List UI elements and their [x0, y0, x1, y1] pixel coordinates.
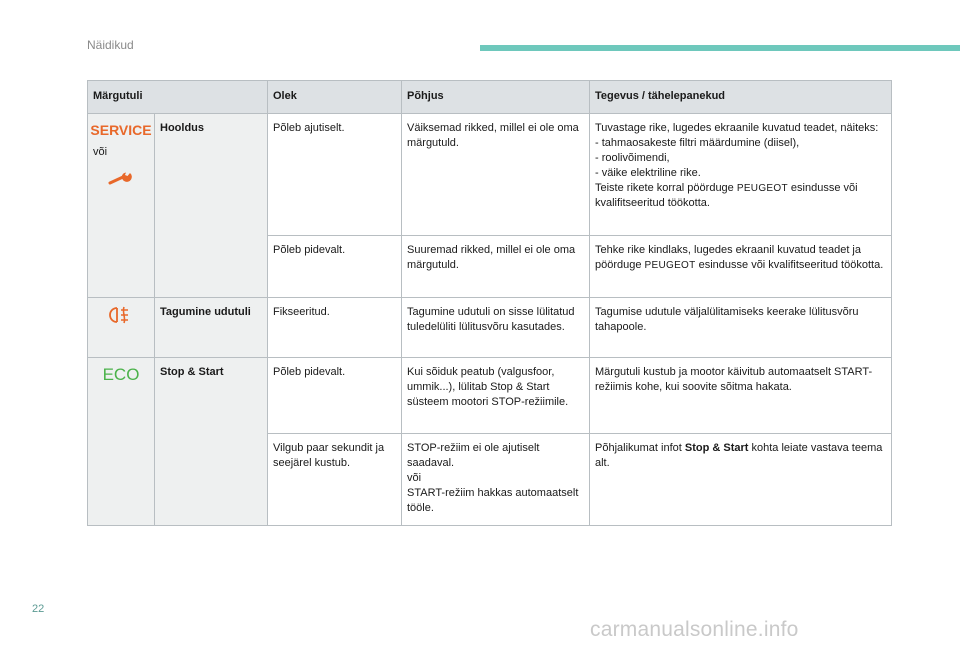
header-pohjus: Põhjus: [402, 81, 590, 114]
fog-icon-cell: [88, 298, 155, 358]
cause-line: START-režiim hakkas automaatselt tööle.: [407, 487, 579, 514]
fog-state: Fikseeritud.: [268, 298, 402, 358]
action-text-before: Põhjalikumat infot: [595, 442, 685, 454]
brand-name: PEUGEOT: [736, 183, 788, 194]
stopstart-blink-state: Vilgub paar sekundit ja seejärel kustub.: [268, 434, 402, 526]
or-label: või: [93, 146, 108, 158]
watermark: carmanualsonline.info: [590, 618, 799, 641]
warning-lamps-table: [87, 80, 892, 526]
action-intro: Tuvastage rike, lugedes ekraanile kuvatud teadet, näiteks:: [595, 122, 879, 134]
svg-text:ECO: ECO: [102, 365, 140, 384]
table-row-service-temporary: [88, 114, 892, 236]
service-temporary-action: [590, 114, 892, 236]
service-icon: [90, 121, 152, 139]
header-tegevus: Tegevus / tähelepanekud: [590, 81, 892, 114]
action-outro-before: Teiste rikete korral pöörduge: [595, 182, 737, 194]
service-permanent-cause: Suuremad rikked, millel ei ole oma märgutuld.: [402, 236, 590, 298]
service-temporary-state: Põleb ajutiselt.: [268, 114, 402, 236]
action-text-bold: Stop & Start: [684, 442, 749, 454]
stopstart-on-action: Märgutuli kustub ja mootor käivitub automaatselt START-režiimis kohe, kui soovite sõitma hakata.: [590, 358, 892, 434]
eco-icon: [98, 365, 144, 385]
action-text-after: esindusse või kvalifitseeritud töökotta.: [695, 259, 884, 271]
fog-name: Tagumine udutuli: [155, 298, 268, 358]
stopstart-on-cause: Kui sõiduk peatub (valgusfoor, ummik...), lülitab Stop & Start süsteem mootori STOP-režiimile.: [402, 358, 590, 434]
svg-text:SERVICE: SERVICE: [90, 122, 152, 138]
eco-icon-cell: [88, 358, 155, 526]
table-header-row: [88, 81, 892, 114]
fog-action: Tagumise udutule väljalülitamiseks keerake lülitusvõru tahapoole.: [590, 298, 892, 358]
list-item: - roolivõimendi,: [595, 152, 670, 164]
action-text-before: Tehke rike kindlaks, lugedes ekraanil kuvatud teadet ja pöörduge: [595, 244, 861, 271]
section-title: Näidikud: [87, 38, 134, 52]
header-olek: Olek: [268, 81, 402, 114]
header-accent-bar: [480, 45, 960, 51]
stopstart-on-state: Põleb pidevalt.: [268, 358, 402, 434]
stopstart-blink-cause: [402, 434, 590, 526]
table-row-stopstart-on: [88, 358, 892, 434]
service-permanent-state: Põleb pidevalt.: [268, 236, 402, 298]
service-temporary-cause: Väiksemad rikked, millel ei ole oma märgutuld.: [402, 114, 590, 236]
rear-fog-lamp-icon: [106, 305, 136, 325]
stopstart-name: Stop & Start: [155, 358, 268, 526]
cause-line: või: [407, 472, 422, 484]
list-item: - tahmaosakeste filtri määrdumine (diisel),: [595, 137, 800, 149]
header-margutuli: Märgutuli: [88, 81, 268, 114]
stopstart-blink-action: [590, 434, 892, 526]
page-number: 22: [32, 603, 45, 615]
cause-line: STOP-režiim ei ole ajutiselt saadaval.: [407, 442, 540, 469]
list-item: - väike elektriline rike.: [595, 167, 701, 179]
service-name: Hooldus: [155, 114, 268, 298]
service-icon-cell: [88, 114, 155, 298]
action-text-after: kohta leiate vastava teema alt.: [595, 442, 883, 469]
fog-cause: Tagumine udutuli on sisse lülitatud tuledelüliti lülitusvõru kasutades.: [402, 298, 590, 358]
table-row-rear-fog: [88, 298, 892, 358]
action-outro-after: esindusse või kvalifitseeritud töökotta.: [595, 182, 858, 209]
brand-name: PEUGEOT: [644, 260, 696, 271]
service-permanent-action: [590, 236, 892, 298]
wrench-icon: [108, 171, 134, 185]
